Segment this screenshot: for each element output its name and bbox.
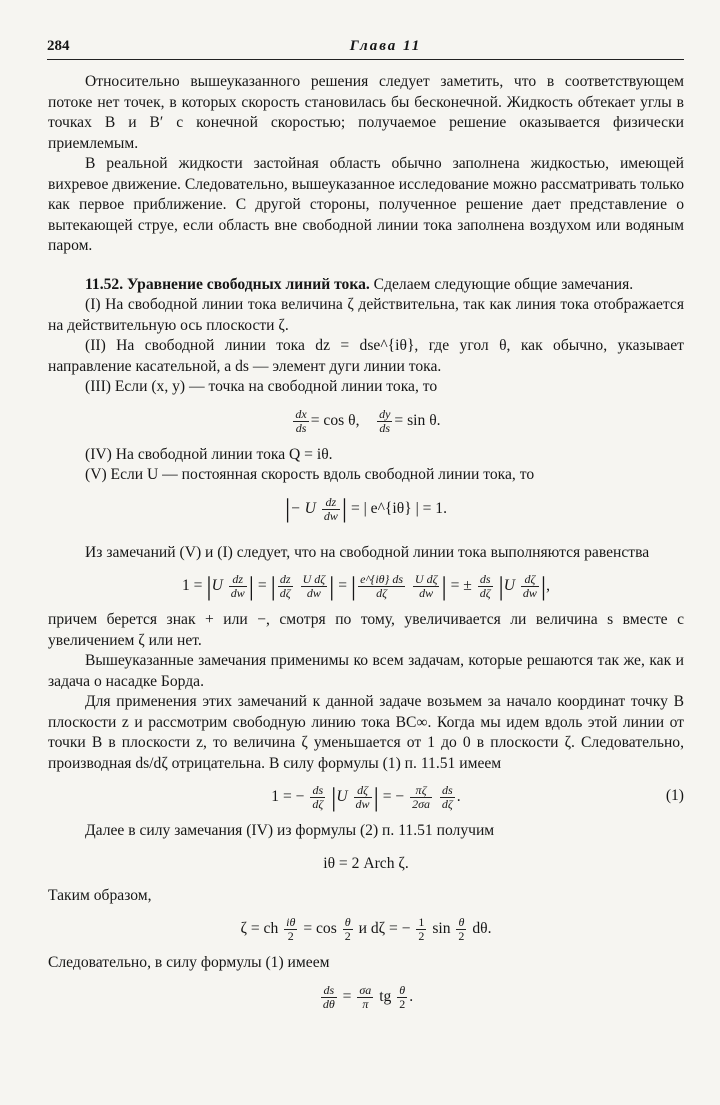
running-title: Глава 11 [349,38,422,54]
formula-direction-cosines: $\frac{dx}{ds}$ = cos θ, $\frac{dy}{ds}$ = sin θ. [295,406,441,435]
page-header [47,38,684,60]
formula-equalities: 1 = |U $\frac{dz}{dw}$ | = | $\frac{dz}{d\zeta}$ $\frac{\text{U dζ}}{dw}$ | = | $\frac{e\^{}\{i\theta\} ds}{d\zeta}$ $\frac{\text{U dζ}}{dw}$ | = ± $\frac{ds}{d\zeta}$ |U $\frac{d\zeta}{dw}$ |, [181,571,551,601]
paragraph: Таким образом, [48,886,152,904]
paragraph: Вышеуказанные замечания применимы ко всем задачам, которые решаются так же, как и задача о насадке Борда. [48,652,684,690]
header-rule [47,59,684,60]
formula-ds-dtheta: $\frac{ds}{d\theta}$ = $\frac{\sigma a}{\pi}$ tg $\frac{\theta}{2}$ . [322,982,414,1011]
formula-arch: iθ = 2 Arch ζ. [323,854,409,872]
remark: (V) Если U — постоянная скорость вдоль свободной линии тока, то [85,466,535,483]
remark: (I) На свободной линии тока величина ζ действительна, так как линия тока отображается на действительную ось плоскости ζ. [48,296,684,334]
formula-zeta: ζ = ch $\frac{i\theta}{2}$ = cos $\frac{\theta}{2}$ и dζ = − $\frac{1}{2}$ sin $\frac{\theta}{2}$ dθ. [240,915,492,943]
page-body [48,72,684,1021]
paragraph: Следовательно, в силу формулы (1) имеем [48,954,330,971]
paragraph: причем берется знак + или −, смотря по тому, увеличивается ли величина s вместе с увеличением ζ или нет. [48,611,684,649]
remark: (IV) На свободной линии тока Q = iθ. [85,445,333,463]
paragraph: Из замечаний (V) и (I) следует, что на свободной линии тока выполняются равенства [85,543,650,561]
paragraph: Далее в силу замечания (IV) из формулы (2) п. 11.51 получим [85,822,495,839]
paragraph: В реальной жидкости застойная область обычно заполнена жидкостью, имеющей вихревое движение. Следовательно, вышеуказанное исследование можно рассматривать только как первое приближение. С другой стороны, полученное решение дает представление о вытекающей струе, если область вне свободной линии тока заполнена воздухом или водяным паром. [48,155,684,254]
formula-1: 1 = − $\frac{ds}{d\zeta}$ |U $\frac{d\zeta}{dw}$ | = − $\frac{\pi\zeta}{2\sigma a}$ $\frac{ds}{d\zeta}$ . (1) [271,782,684,812]
section-text: Сделаем следующие общие замечания. [369,275,634,293]
paragraph: Для применения этих замечаний к данной задаче возьмем за начало координат точку B плоскости z и рассмотрим свободную линию тока BC∞. Когда мы идем вдоль этой линии от точки B в плоскости z, то величина ζ уменьшается от 1 до 0 в плоскости ζ. Следовательно, производная ds/dζ отрицательна. В силу формулы (1) п. 11.51 имеем [48,693,684,772]
section-title: 11.52. Уравнение свободных линий тока. [85,275,370,293]
remark: (II) На свободной линии тока dz = dse^{iθ}, где угол θ, как обычно, указывает направление касательной, а ds — элемент дуги линии тока. [48,337,684,375]
remark: (III) Если (x, y) — точка на свободной линии тока, то [85,378,438,395]
section-paragraph [48,275,684,296]
equation-number: (1) [665,787,684,804]
page-number: 284 [47,38,70,54]
formula-velocity-modulus: |− U $\frac{dz}{dw}$ | = | e^{iθ} | = 1. [285,494,447,523]
paragraph: Относительно вышеуказанного решения следует заметить, что в соответствующем потоке нет точек, в которых скорость становилась бы бесконечной. Жидкость обтекает углы в точках B и B′ с конечной скоростью; получаемое решение оказывается физически приемлемым. [48,73,684,152]
